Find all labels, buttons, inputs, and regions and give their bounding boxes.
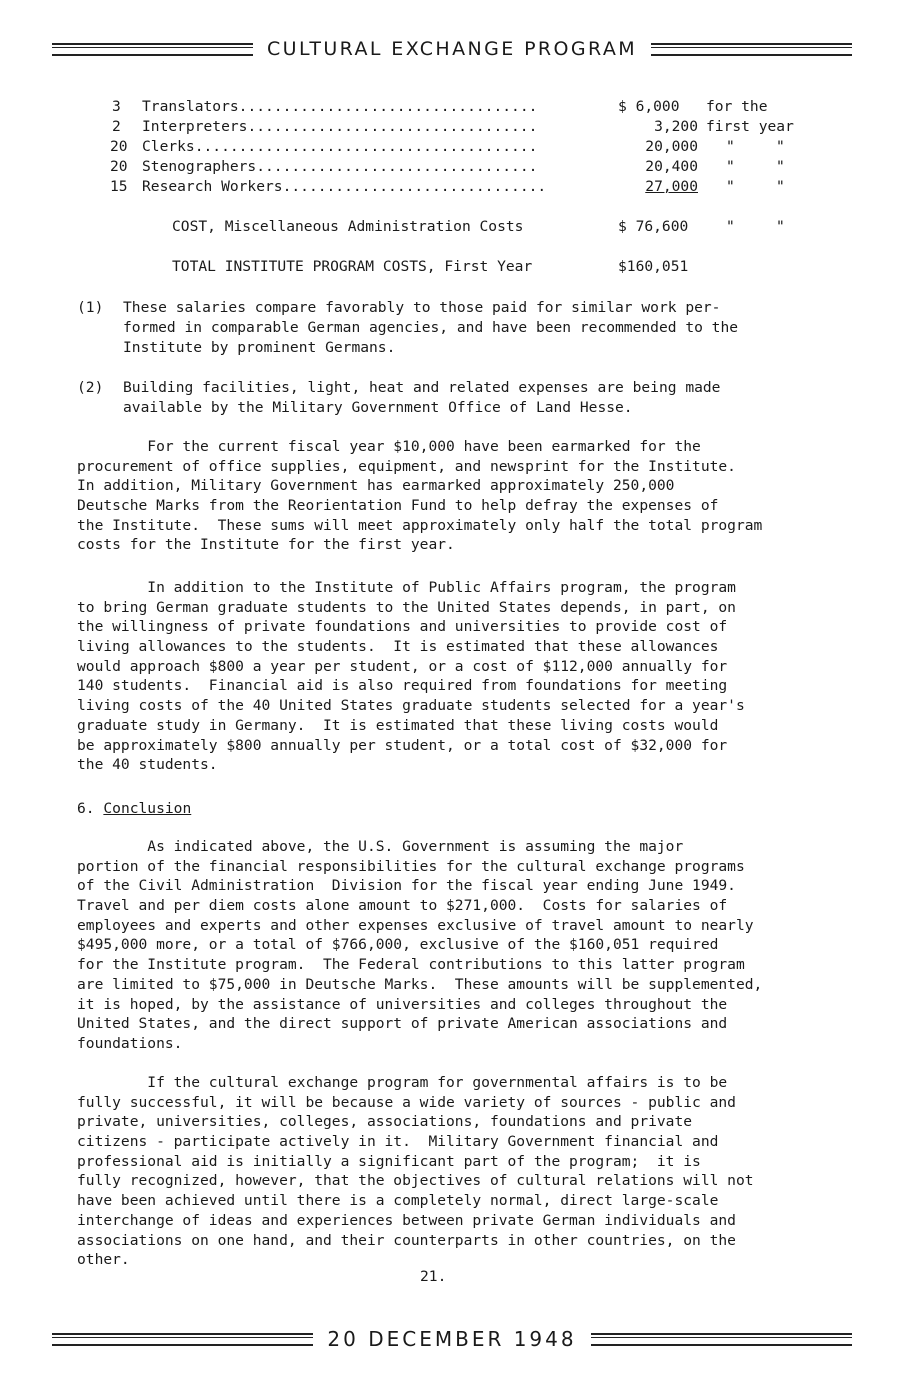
ditto-mark: "	[726, 138, 735, 155]
staff-role-text: Translators	[142, 98, 239, 115]
footer-date: 20 DECEMBER 1948	[327, 1327, 577, 1351]
text-line: be approximately $800 annually per student, or a total cost of $32,000 for	[77, 736, 728, 754]
text-line: would approach $800 a year per student, or a cost of $112,000 annually for	[77, 657, 728, 675]
text-line: fully recognized, however, that the objectives of cultural relations will not	[77, 1172, 754, 1190]
staff-note: first year	[706, 118, 794, 135]
ditto-mark: "	[776, 218, 785, 235]
leader-dots: ..................................	[238, 98, 538, 115]
staff-amount: 20,000	[645, 138, 698, 155]
text-line: private, universities, colleges, associations, foundations and private	[77, 1113, 693, 1131]
text-line: $495,000 more, or a total of $766,000, exclusive of the $160,051 required	[77, 936, 719, 954]
staff-count: 15	[110, 178, 128, 195]
staff-row	[0, 178, 899, 198]
staff-amount: $ 6,000	[618, 98, 680, 115]
text-line: the Institute. These sums will meet approximately only half the total program	[77, 516, 763, 534]
ditto-mark: "	[776, 178, 785, 195]
staff-role	[142, 158, 537, 175]
text-line: Institute by prominent Germans.	[123, 339, 396, 356]
note-2	[77, 378, 857, 418]
text-line: for the Institute program. The Federal contributions to this latter program	[77, 956, 745, 974]
note-marker: (1)	[77, 299, 104, 316]
section-number: 6.	[77, 800, 95, 817]
text-line: As indicated above, the U.S. Government is assuming the major	[77, 838, 684, 855]
text-line: the willingness of private foundations and universities to provide cost of	[77, 618, 728, 636]
staff-role-text: Clerks	[142, 138, 195, 155]
header-rule-left	[52, 43, 253, 56]
staff-role	[142, 118, 537, 135]
text-line: of the Civil Administration Division for the fiscal year ending June 1949.	[77, 877, 736, 895]
staff-role	[142, 178, 546, 195]
text-line: graduate study in Germany. It is estimated that these living costs would	[77, 716, 719, 734]
ditto-mark: "	[776, 158, 785, 175]
total-cost-row	[0, 258, 899, 278]
staff-row	[0, 98, 899, 118]
ditto-mark: "	[776, 138, 785, 155]
text-line: portion of the financial responsibilities for the cultural exchange programs	[77, 857, 745, 875]
leader-dots: .................................	[247, 118, 538, 135]
text-line: In addition to the Institute of Public Affairs program, the program	[77, 579, 736, 596]
text-line: citizens - participate actively in it. Military Government financial and	[77, 1133, 719, 1151]
text-line: it is hoped, by the assistance of universities and colleges throughout the	[77, 995, 728, 1013]
staff-role-text: Research Workers	[142, 178, 283, 195]
page-header	[52, 38, 852, 60]
text-line: are limited to $75,000 in Deutsche Marks. These amounts will be supplemented,	[77, 975, 763, 993]
text-line: United States, and the direct support of private American associations and	[77, 1015, 728, 1033]
staff-role	[142, 98, 537, 115]
paragraph-conclusion-1	[77, 837, 857, 1054]
leader-dots: ..............................	[282, 178, 547, 195]
footer-rule-left	[52, 1333, 313, 1346]
text-line: For the current fiscal year $10,000 have been earmarked for the	[77, 438, 701, 455]
total-cost-amount: $160,051	[618, 258, 689, 275]
leader-dots: .......................................	[194, 138, 538, 155]
header-title: CULTURAL EXCHANGE PROGRAM	[266, 38, 638, 60]
staff-count: 20	[110, 138, 128, 155]
text-line: other.	[77, 1251, 130, 1269]
text-line: 140 students. Financial aid is also required from foundations for meeting	[77, 677, 728, 695]
footer-rule-right	[591, 1333, 852, 1346]
section-heading	[77, 800, 191, 817]
text-line: employees and experts and other expenses exclusive of travel amount to nearly	[77, 916, 754, 934]
paragraph-graduate-students	[77, 578, 857, 775]
text-line: procurement of office supplies, equipment, and newsprint for the Institute.	[77, 457, 736, 475]
section-title: Conclusion	[103, 800, 192, 817]
page-number: 21.	[420, 1268, 447, 1285]
text-line: Building facilities, light, heat and related expenses are being made	[123, 379, 721, 396]
text-line: have been achieved until there is a completely normal, direct large-scale	[77, 1192, 719, 1210]
note-1	[77, 298, 857, 358]
ditto-mark: "	[726, 178, 735, 195]
staff-row	[0, 118, 899, 138]
text-line: costs for the Institute for the first year.	[77, 536, 455, 554]
text-line: In addition, Military Government has earmarked approximately 250,000	[77, 477, 675, 495]
misc-cost-amount: $ 76,600	[618, 218, 689, 235]
text-line: living allowances to the students. It is estimated that these allowances	[77, 638, 719, 656]
staff-row	[0, 138, 899, 158]
page-footer	[52, 1327, 852, 1351]
staff-count: 3	[112, 98, 121, 115]
total-cost-label: TOTAL INSTITUTE PROGRAM COSTS, First Year	[172, 258, 533, 275]
staff-role	[142, 138, 537, 155]
text-line: These salaries compare favorably to those paid for similar work per-	[123, 299, 721, 316]
paragraph-fiscal-year	[77, 437, 857, 555]
text-line: Deutsche Marks from the Reorientation Fund to help defray the expenses of	[77, 497, 719, 515]
staff-amount: 20,400	[645, 158, 698, 175]
misc-cost-row	[0, 218, 899, 238]
staff-role-text: Stenographers	[142, 158, 257, 175]
text-line: to bring German graduate students to the United States depends, in part, on	[77, 598, 736, 616]
header-rule-right	[651, 43, 852, 56]
staff-note: for the	[706, 98, 768, 115]
text-line: living costs of the 40 United States graduate students selected for a year's	[77, 697, 745, 715]
staff-role-text: Interpreters	[142, 118, 248, 135]
text-line: interchange of ideas and experiences between private German individuals and	[77, 1211, 736, 1229]
text-line: formed in comparable German agencies, and have been recommended to the	[123, 319, 739, 336]
staff-amount: 3,200	[654, 118, 698, 135]
staff-count: 2	[112, 118, 121, 135]
text-line: Travel and per diem costs alone amount to $271,000. Costs for salaries of	[77, 897, 728, 915]
text-line: the 40 students.	[77, 756, 218, 774]
misc-cost-label: COST, Miscellaneous Administration Costs	[172, 218, 524, 235]
paragraph-conclusion-2	[77, 1073, 857, 1270]
staff-row	[0, 158, 899, 178]
staff-count: 20	[110, 158, 128, 175]
text-line: fully successful, it will be because a wide variety of sources - public and	[77, 1093, 736, 1111]
text-line: professional aid is initially a significant part of the program; it is	[77, 1152, 701, 1170]
text-line: If the cultural exchange program for governmental affairs is to be	[77, 1074, 728, 1091]
note-marker: (2)	[77, 379, 104, 396]
leader-dots: ................................	[256, 158, 538, 175]
text-line: foundations.	[77, 1034, 183, 1052]
staff-amount: 27,000	[645, 178, 698, 195]
text-line: associations on one hand, and their counterparts in other countries, on the	[77, 1231, 736, 1249]
ditto-mark: "	[726, 158, 735, 175]
ditto-mark: "	[726, 218, 735, 235]
text-line: available by the Military Government Office of Land Hesse.	[123, 399, 633, 416]
